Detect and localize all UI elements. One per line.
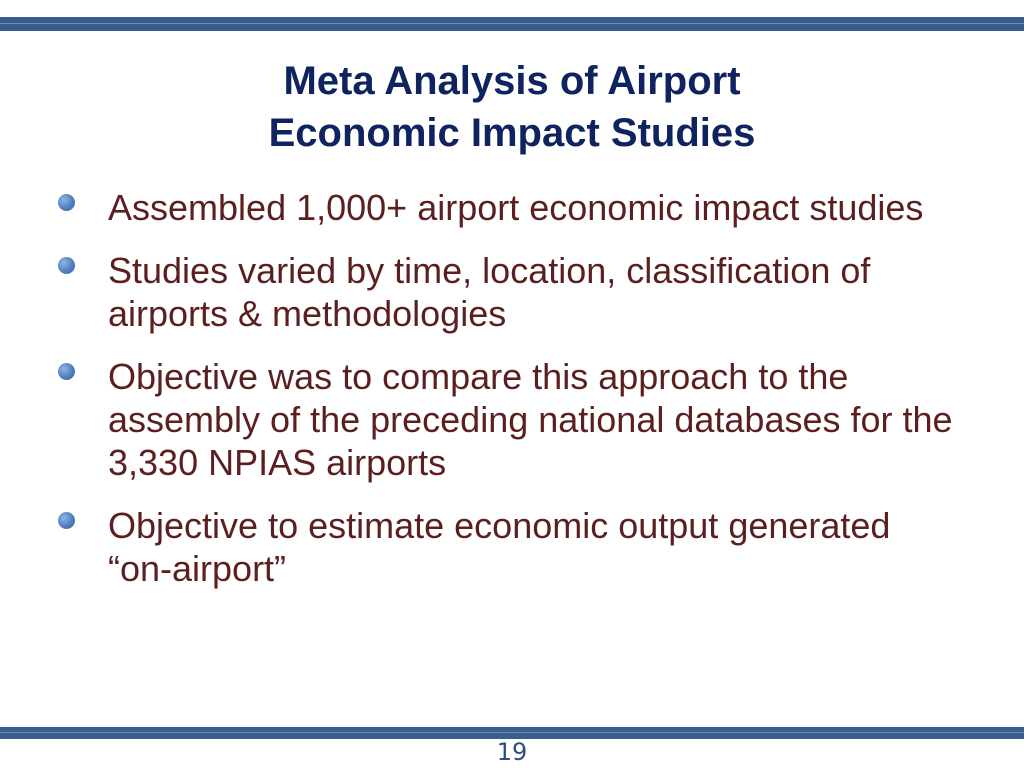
slide-title xyxy=(0,55,1024,159)
bottom-divider-highlight xyxy=(0,732,1024,733)
bullet-item-4 xyxy=(0,504,1024,590)
bullet-text-3: Objective was to compare this approach to the assembly of the preceding national databases for the 3,330 NPIAS airports xyxy=(108,356,953,483)
bullet-item-1 xyxy=(0,186,1024,229)
top-divider-bar xyxy=(0,17,1024,31)
slide-title-line-2: Economic Impact Studies xyxy=(268,111,756,155)
bullet-dot-icon xyxy=(58,257,75,274)
bullet-item-2 xyxy=(0,249,1024,335)
bullet-text-1: Assembled 1,000+ airport economic impact studies xyxy=(108,187,924,228)
top-divider-highlight xyxy=(0,23,1024,24)
bullet-text-4: Objective to estimate economic output generated “on-airport” xyxy=(108,505,891,589)
bullet-dot-icon xyxy=(58,194,75,211)
bullet-text-2: Studies varied by time, location, classification of airports & methodologies xyxy=(108,250,871,334)
bullet-item-3 xyxy=(0,355,1024,484)
bullet-dot-icon xyxy=(58,363,75,380)
bullet-dot-icon xyxy=(58,512,75,529)
page-number: 19 xyxy=(496,738,528,766)
bullet-list xyxy=(0,186,1024,610)
slide-title-line-1: Meta Analysis of Airport xyxy=(283,59,741,103)
